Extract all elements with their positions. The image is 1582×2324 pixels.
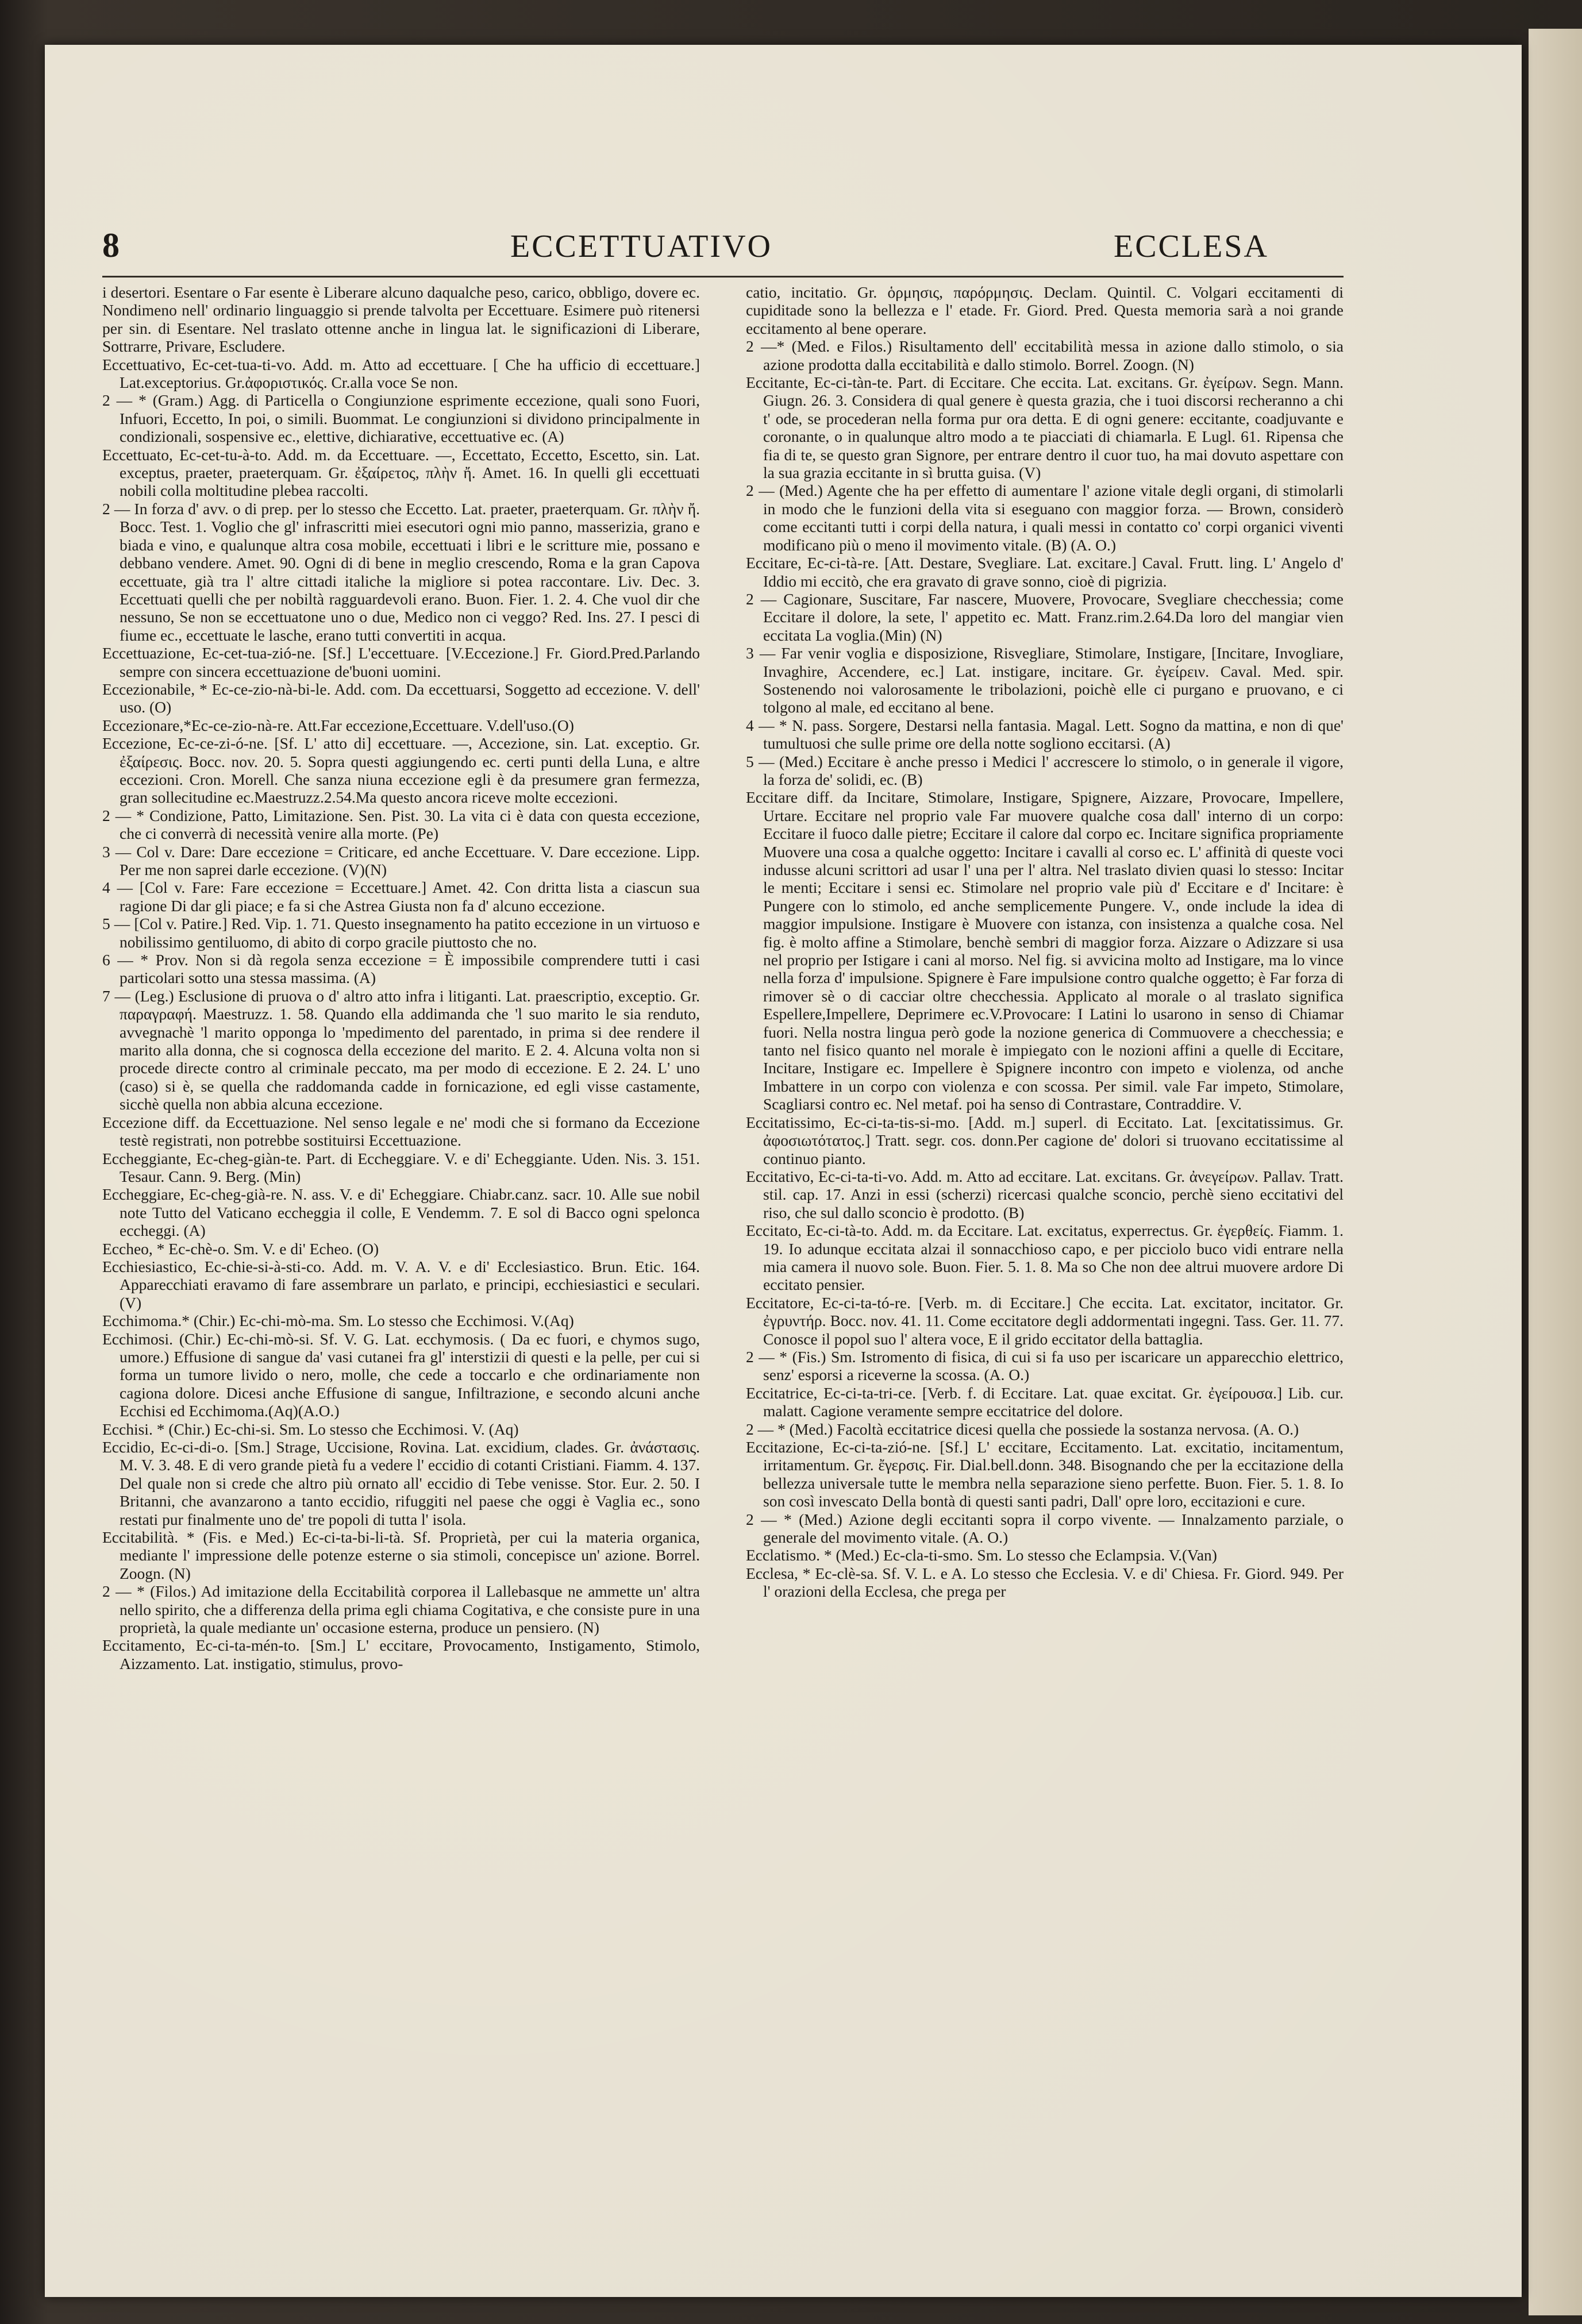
dictionary-entry: 2 — In forza d' avv. o di prep. per lo stesso che Eccetto. Lat. praeter, praeterquam. Gr. πλὴν ἤ. Bocc. Test. 1. Voglio che gl' infrascritti miei esecutori ogni mio panno, masserizia, grano e biada e vino, e qualunque altra cosa mobile, eccettuati i libri e le scritture mie, possano e debbano vendere. Amet. 90. Ogni di di bene in meglio crescendo, Roma e la gran Capova eccettuate, già tra l' altre cittadi italiche la migliore si potea raccontare. Liv. Dec. 3. Eccettuati quelli che per nobiltà ragguardevoli erano. Buon. Fier. 1. 2. 4. Che vuol dir che nessuno, Se non se eccettuatone uno o due, Medico non ci veggo? Red. Ins. 27. I pesci di fiume ec., eccettuate le lasche, erano tutti convertiti in acqua. xyxy=(102,499,700,644)
dictionary-entry: Eccheggiante, Ec-cheg-giàn-te. Part. di Eccheggiare. V. e di' Echeggiante. Uden. Nis. 3. 151. Tesaur. Cann. 9. Berg. (Min) xyxy=(102,1149,700,1185)
dictionary-entry: 4 — * N. pass. Sorgere, Destarsi nella fantasia. Magal. Lett. Sogno da mattina, e non di que' tumultuosi che sulle prime ore della notte sogliono eccitarsi. (A) xyxy=(746,716,1344,753)
dictionary-entry: 3 — Col v. Dare: Dare eccezione = Criticare, ed anche Eccettuare. V. Dare eccezione. Lipp. Per me non saprei darle eccezione. (V)(N) xyxy=(102,842,700,878)
running-head-left: ECCETTUATIVO xyxy=(510,229,772,264)
dictionary-entry: Eccezionare,*Ec-ce-zio-nà-re. Att.Far eccezione,Eccettuare. V.dell'uso.(O) xyxy=(102,716,574,734)
dictionary-entry: catio, incitatio. Gr. ὁρμησις, παρόρμησις. Declam. Quintil. C. Volgari eccitamenti di cupiditade sono la bellezza e l' etade. Fr. Giord. Pred. Questa memoria sarà a noi grande eccitamento al bene operare. xyxy=(746,283,1344,337)
page-number: 8 xyxy=(102,226,120,264)
dictionary-entry: 6 — * Prov. Non si dà regola senza eccezione = È impossibile comprendere tutti i casi particolari sotto una stessa massima. (A) xyxy=(102,951,700,987)
dictionary-entry: 4 — [Col v. Fare: Fare eccezione = Eccettuare.] Amet. 42. Con dritta lista a ciascun sua ragione Di dar gli piace; e fa si che Astrea Giusta non fa d' alcuno eccezione. xyxy=(102,878,700,915)
dictionary-entry: Ecchimosi. (Chir.) Ec-chi-mò-si. Sf. V. G. Lat. ecchymosis. ( Da ec fuori, e chymos sugo, umore.) Effusione di sangue da' vasi cutanei fra gl' interstizii di questi e la pelle, per cui si forma un tumore livido o nero, molle, che cede a toccarlo e che ordinariamente non cagiona dolore. Dicesi anche Effusione di sangue, Infiltrazione, e secondo alcuni anche Ecchisi ed Ecchimoma.(Aq)(A.O.) xyxy=(102,1329,700,1420)
dictionary-entry: Eccheo, * Ec-chè-o. Sm. V. e di' Echeo. (O) xyxy=(102,1239,379,1258)
dictionary-entry: Eccitato, Ec-ci-tà-to. Add. m. da Eccitare. Lat. excitatus, experrectus. Gr. ἐγερθείς. Fiamm. 1. 19. Io adunque eccitata alzai il sonnacchioso capo, e per picciolo buco vidi entrare nella mia camera il nuovo sole. Buon. Fier. 5. 1. 8. Ma so Che non dee altrui muovere ardore Di eccitato pensier. xyxy=(746,1221,1344,1294)
dictionary-entry: Eccitativo, Ec-ci-ta-ti-vo. Add. m. Atto ad eccitare. Lat. excitans. Gr. ἀνεγείρων. Pallav. Tratt. stil. cap. 17. Anzi in essi (scherzi) ricercasi qualche sconcio, perchè sieno eccitativi del riso, che sul dallo sconcio è prodotto. (B) xyxy=(746,1167,1344,1221)
left-column xyxy=(102,283,700,2202)
dictionary-entry: 2 — * (Fis.) Sm. Istromento di fisica, di cui si fa uso per iscaricare un apparecchio elettrico, senz' esporsi a riceverne la scossa. (A. O.) xyxy=(746,1347,1344,1384)
dictionary-entry: Eccitante, Ec-ci-tàn-te. Part. di Eccitare. Che eccita. Lat. excitans. Gr. ἐγείρων. Segn. Mann. Giugn. 26. 3. Considera di qual genere è questa grazia, che i tuoi discorsi recheranno a chi t' ode, se procederan nella forma pur ora detta. E di ogni genere: eccitante, coadjuvante e coronante, o in qualunque altro modo a te piacciati di chiamarla. E Lugl. 61. Ripensa che fia di te, se questo gran Signore, per entrare dentro il cuor tuo, ha mai dovuto aspettare con la sua grazia eccitante in sì brutta guisa. (V) xyxy=(746,373,1344,482)
dictionary-entry: Eccitatore, Ec-ci-ta-tó-re. [Verb. m. di Eccitare.] Che eccita. Lat. excitator, incitator. Gr. ἐγρυντήρ. Bocc. nov. 41. 11. Come eccitatore degli addormentati ingegni. Tass. Ger. 11. 77. Conosce il popol suo l' altera voce, E il grido eccitator della battaglia. xyxy=(746,1293,1344,1348)
dictionary-entry: Eccidio, Ec-ci-di-o. [Sm.] Strage, Uccisione, Rovina. Lat. excidium, clades. Gr. ἀνάστασις. M. V. 3. 48. E di vero grande pietà fu a vedere l' eccidio di cotanti Cristiani. Fiamm. 4. 137. Del quale non si crede che altro più ornato all' eccidio di Tebe venisse. Stor. Eur. 2. 50. I Britanni, che avanzarono a tanto eccidio, rifuggiti nel paese che oggi è Vaglia ec., sono restati pur finalmente uno de' tre popoli di tutta l' isola. xyxy=(102,1438,700,1528)
dictionary-entry: Ecclatismo. * (Med.) Ec-cla-ti-smo. Sm. Lo stesso che Eclampsia. V.(Van) xyxy=(746,1546,1217,1564)
dictionary-entry: Eccitazione, Ec-ci-ta-zió-ne. [Sf.] L' eccitare, Eccitamento. Lat. excitatio, incitamentum, irritamentum. Gr. ἔγερσις. Fir. Dial.bell.donn. 348. Bisognando che per la eccitazione della bellezza universale tutte le membra nella separazione sieno perfette. Buon. Fier. 5. 1. 8. Io son così invescato Della bontà di questi santi padri, Dall' opre loro, eccitazioni e cure. xyxy=(746,1438,1344,1510)
right-column xyxy=(746,283,1344,2202)
text-columns xyxy=(102,283,1344,2202)
dictionary-entry: Eccitare diff. da Incitare, Stimolare, Instigare, Spignere, Aizzare, Provocare, Impellere, Urtare. Eccitare nel proprio vale Far muovere qualche cosa dall' interno di un corpo: Eccitare il fuoco dalle pietre; Eccitare il calore dal corpo ec. Incitare significa propriamente Muovere una cosa a qualche oggetto: Incitare i cavalli al corso ec. L' affinità di queste voci indusse alcuni scrittori ad usar l' una per l' altra. Nel traslato divien quasi lo stesso: Incitar le menti; Eccitare i sensi ec. Stimolare nel proprio vale più d' Eccitare e d' Incitare: è Pungere con lo stimolo, ed anche semplicemente Pungere. V., onde include la idea di maggior impulsione. Instigare è Muovere con istanza, con insistenza a qualche cosa. Nel fig. è molto affine a Stimolare, benchè sembri di maggior forza. Aizzare o Adizzare si usa nel proprio per Istigare i cani al morso. Nel fig. si avvicina molto ad Instigare, ma lo vince nella forza d' impulsione. Spignere è Fare impulsione contro qualche oggetto; è Far forza di rimover sè o di cacciar oltre checchessia. Applicato al morale o al traslato significa Espellere,Impellere, Deprimere ec.V.Provocare: I Latini lo usarono in senso di Chiamar fuori. Nella nostra lingua però gode la nozione generica di Commuovere a checchessia; e tanto nel fisico quanto nel morale è impiegato con le nozioni affini a quelle di Eccitare, Incitare, Instigare ec. Impellere è Spignere incontro con impeto e violenza, od anche Imbattere in un corpo con violenza e con scossa. Per simil. vale Far impeto, Stimolare, Scagliarsi contro ec. Nel metaf. poi ha senso di Contrastare, Contraddire. V. xyxy=(746,788,1344,1113)
dictionary-entry: 2 — * Condizione, Patto, Limitazione. Sen. Pist. 30. La vita ci è data con questa eccezione, che ci converrà di necessità venire alla morte. (Pe) xyxy=(102,806,700,843)
dictionary-entry: Ecchiesiastico, Ec-chie-si-à-sti-co. Add. m. V. A. V. e di' Ecclesiastico. Brun. Etic. 164. Apparecchiati eravamo di fare assembrare un parlato, e principi, ecchiesiastici e seculari. (V) xyxy=(102,1257,700,1312)
dictionary-entry: Eccezionabile, * Ec-ce-zio-nà-bi-le. Add. com. Da eccettuarsi, Soggetto ad eccezione. V. dell' uso. (O) xyxy=(102,680,700,716)
dictionary-entry: 2 — * (Filos.) Ad imitazione della Eccitabilità corporea il Lallebasque ne ammette un' altra nello spirito, che a differenza della prima egli chiama Cogitativa, e che consiste pure in una proprietà, la quale mediante un' occasione esterna, produce un pensiero. (N) xyxy=(102,1582,700,1637)
dictionary-entry: 3 — Far venir voglia e disposizione, Risvegliare, Stimolare, Instigare, [Incitare, Invogliare, Invaghire, Accendere, ec.] Lat. instigare, incitare. Gr. ἐγείρειν. Caval. Med. spir. Sostenendo noi valorosamente le tribolazioni, poichè elle ci purgano e pruovano, e ci tolgono al male, ed eccitano al bene. xyxy=(746,644,1344,716)
dictionary-entry: Eccezione, Ec-ce-zi-ó-ne. [Sf. L' atto di] eccettuare. —, Accezione, sin. Lat. exceptio. Gr. ἐξαίρεσις. Bocc. nov. 20. 5. Sopra questi aggiungendo ec. certi punti della Luna, e altre eccezioni. Cron. Morell. Che sanza niuna eccezione egli è da presumere gran fermezza, gran sollecitudine ec.Maestruzz.2.54.Ma questo ancora riceve molte eccezioni. xyxy=(102,734,700,807)
dictionary-entry: Eccettuato, Ec-cet-tu-à-to. Add. m. da Eccettuare. —, Eccettato, Eccetto, Escetto, sin. Lat. exceptus, praeter, praeterquam. Gr. ἐξαίρετος, πλὴν ἤ. Amet. 16. In quelli gli eccettuati nobili colla moltitudine plebea raccolti. xyxy=(102,445,700,500)
dictionary-entry: 5 — [Col v. Patire.] Red. Vip. 1. 71. Questo insegnamento ha patito eccezione in un virtuoso e nobilissimo gentiluomo, di abito di corpo gracile piuttosto che no. xyxy=(102,915,700,951)
dictionary-entry: 2 — (Med.) Agente che ha per effetto di aumentare l' azione vitale degli organi, di stimolarli in modo che le funzioni della vita si eseguano con maggior forza. — Brown, considerò come eccitanti tutti i corpi della natura, i quali messi in contatto co' corpi organici viventi modificano più o meno il movimento vitale. (B) (A. O.) xyxy=(746,481,1344,554)
dictionary-entry: Ecchimoma.* (Chir.) Ec-chi-mò-ma. Sm. Lo stesso che Ecchimosi. V.(Aq) xyxy=(102,1312,574,1330)
dictionary-entry: 2 — Cagionare, Suscitare, Far nascere, Muovere, Provocare, Svegliare checchessia; come Eccitare il dolore, la sete, l' appetito ec. Matt. Franz.rim.2.64.Da loro del mangiar vien eccitata La voglia.(Min) (N) xyxy=(746,589,1344,644)
dictionary-entry: 7 — (Leg.) Esclusione di pruova o d' altro atto infra i litiganti. Lat. praescriptio, exceptio. Gr. παραγραφή. Maestruzz. 1. 58. Quando ella addimanda che 'l suo marito le sia renduto, avvegnachè 'l marito opponga lo 'mpedimento del parentado, in prima si dee rendere il marito alla donna, che si cognosca della eccezione del marito. E 2. 4. Alcuna volta non si procede directe contro al criminale peccato, ma per modo di eccezione. E 2. 24. L' uno (caso) si è, se quella che raddomanda cadde in fornicazione, ed egli visse castamente, sicchè quella non abbia alcuna eccezione. xyxy=(102,986,700,1113)
dictionary-entry: 2 — * (Gram.) Agg. di Particella o Congiunzione esprimente eccezione, quali sono Fuori, Infuori, Eccetto, In poi, o simili. Buommat. Le congiunzioni si dividono principalmente in condizionali, sospensive ec., elettive, dichiarative, eccettuative ec. (A) xyxy=(102,391,700,446)
dictionary-entry: Eccitare, Ec-ci-tà-re. [Att. Destare, Svegliare. Lat. excitare.] Caval. Frutt. ling. L' Angelo d' Iddio mi eccitò, che era gravato di grave sonno, cioè di pigrizia. xyxy=(746,554,1344,590)
book-page xyxy=(45,45,1522,2297)
dictionary-entry: i desertori. Esentare o Far esente è Liberare alcuno daqualche peso, carico, obbligo, dovere ec. Nondimeno nell' ordinario linguaggio si prende talvolta per Eccettuare. Esimere può ritenersi per sin. di Esentare. Nel traslato ottenne anche in lingua lat. le significazioni di Liberare, Sottrarre, Privare, Escludere. xyxy=(102,283,700,356)
dictionary-entry: Eccettuativo, Ec-cet-tua-ti-vo. Add. m. Atto ad eccettuare. [ Che ha ufficio di eccettuare.] Lat.exceptorius. Gr.ἀφοριστικός. Cr.alla voce Se non. xyxy=(102,355,700,392)
dictionary-entry: Eccitamento, Ec-ci-ta-mén-to. [Sm.] L' eccitare, Provocamento, Instigamento, Stimolo, Aizzamento. Lat. instigatio, stimulus, provo- xyxy=(102,1636,700,1672)
adjacent-page-edge xyxy=(1529,29,1582,2315)
dictionary-entry: Eccitabilità. * (Fis. e Med.) Ec-ci-ta-bi-li-tà. Sf. Proprietà, per cui la materia organica, mediante l' impressione delle potenze esterne o sia stimoli, concepisce un' azione. Borrel. Zoogn. (N) xyxy=(102,1528,700,1582)
dictionary-entry: 5 — (Med.) Eccitare è anche presso i Medici l' accrescere lo stimolo, o in generale il vigore, la forza de' solidi, ec. (B) xyxy=(746,752,1344,788)
dictionary-entry: 2 — * (Med.) Azione degli eccitanti sopra il corpo vivente. — Innalzamento parziale, o generale del movimento vitale. (A. O.) xyxy=(746,1510,1344,1547)
dictionary-entry: 2 — * (Med.) Facoltà eccitatrice dicesi quella che possiede la sostanza nervosa. (A. O.) xyxy=(746,1420,1299,1438)
dictionary-entry: Eccitatrice, Ec-ci-ta-tri-ce. [Verb. f. di Eccitare. Lat. quae excitat. Gr. ἐγείρουσα.] Lib. cur. malatt. Cagione veramente sempre eccitatrice del dolore. xyxy=(746,1383,1344,1420)
running-head-right: ECCLESA xyxy=(1114,229,1269,264)
header-rule xyxy=(102,276,1344,278)
dictionary-entry: Eccettuazione, Ec-cet-tua-zió-ne. [Sf.] L'eccettuare. [V.Eccezione.] Fr. Giord.Pred.Parlando sempre con sincera eccettuazione de'buoni uomini. xyxy=(102,644,700,680)
dictionary-entry: Eccheggiare, Ec-cheg-già-re. N. ass. V. e di' Echeggiare. Chiabr.canz. sacr. 10. Alle sue nobil note Tutto del Vaticano eccheggia il colle, E Vendemm. 7. E sol di Bacco ogni spelonca eccheggi. (A) xyxy=(102,1185,700,1240)
dictionary-entry: Ecclesa, * Ec-clè-sa. Sf. V. L. e A. Lo stesso che Ecclesia. V. e di' Chiesa. Fr. Giord. 949. Per l' orazioni della Ecclesa, che prega per xyxy=(746,1564,1344,1601)
page-header xyxy=(102,220,1344,272)
dictionary-entry: Ecchisi. * (Chir.) Ec-chi-si. Sm. Lo stesso che Ecchimosi. V. (Aq) xyxy=(102,1420,519,1438)
dictionary-entry: 2 —* (Med. e Filos.) Risultamento dell' eccitabilità messa in azione dallo stimolo, o sia azione prodotta dalla eccitabilità e dallo stimolo. Borrel. Zoogn. (N) xyxy=(746,337,1344,373)
dictionary-entry: Eccezione diff. da Eccettuazione. Nel senso legale e ne' modi che si formano da Eccezione testè registrati, non potrebbe sostituirsi Eccettuazione. xyxy=(102,1113,700,1150)
dictionary-entry: Eccitatissimo, Ec-ci-ta-tis-si-mo. [Add. m.] superl. di Eccitato. Lat. [excitatissimus. Gr. ἀφοσιωτότατος.] Tratt. segr. cos. donn.Per cagione de' dolori si truovano eccitatissime al continuo pianto. xyxy=(746,1113,1344,1167)
